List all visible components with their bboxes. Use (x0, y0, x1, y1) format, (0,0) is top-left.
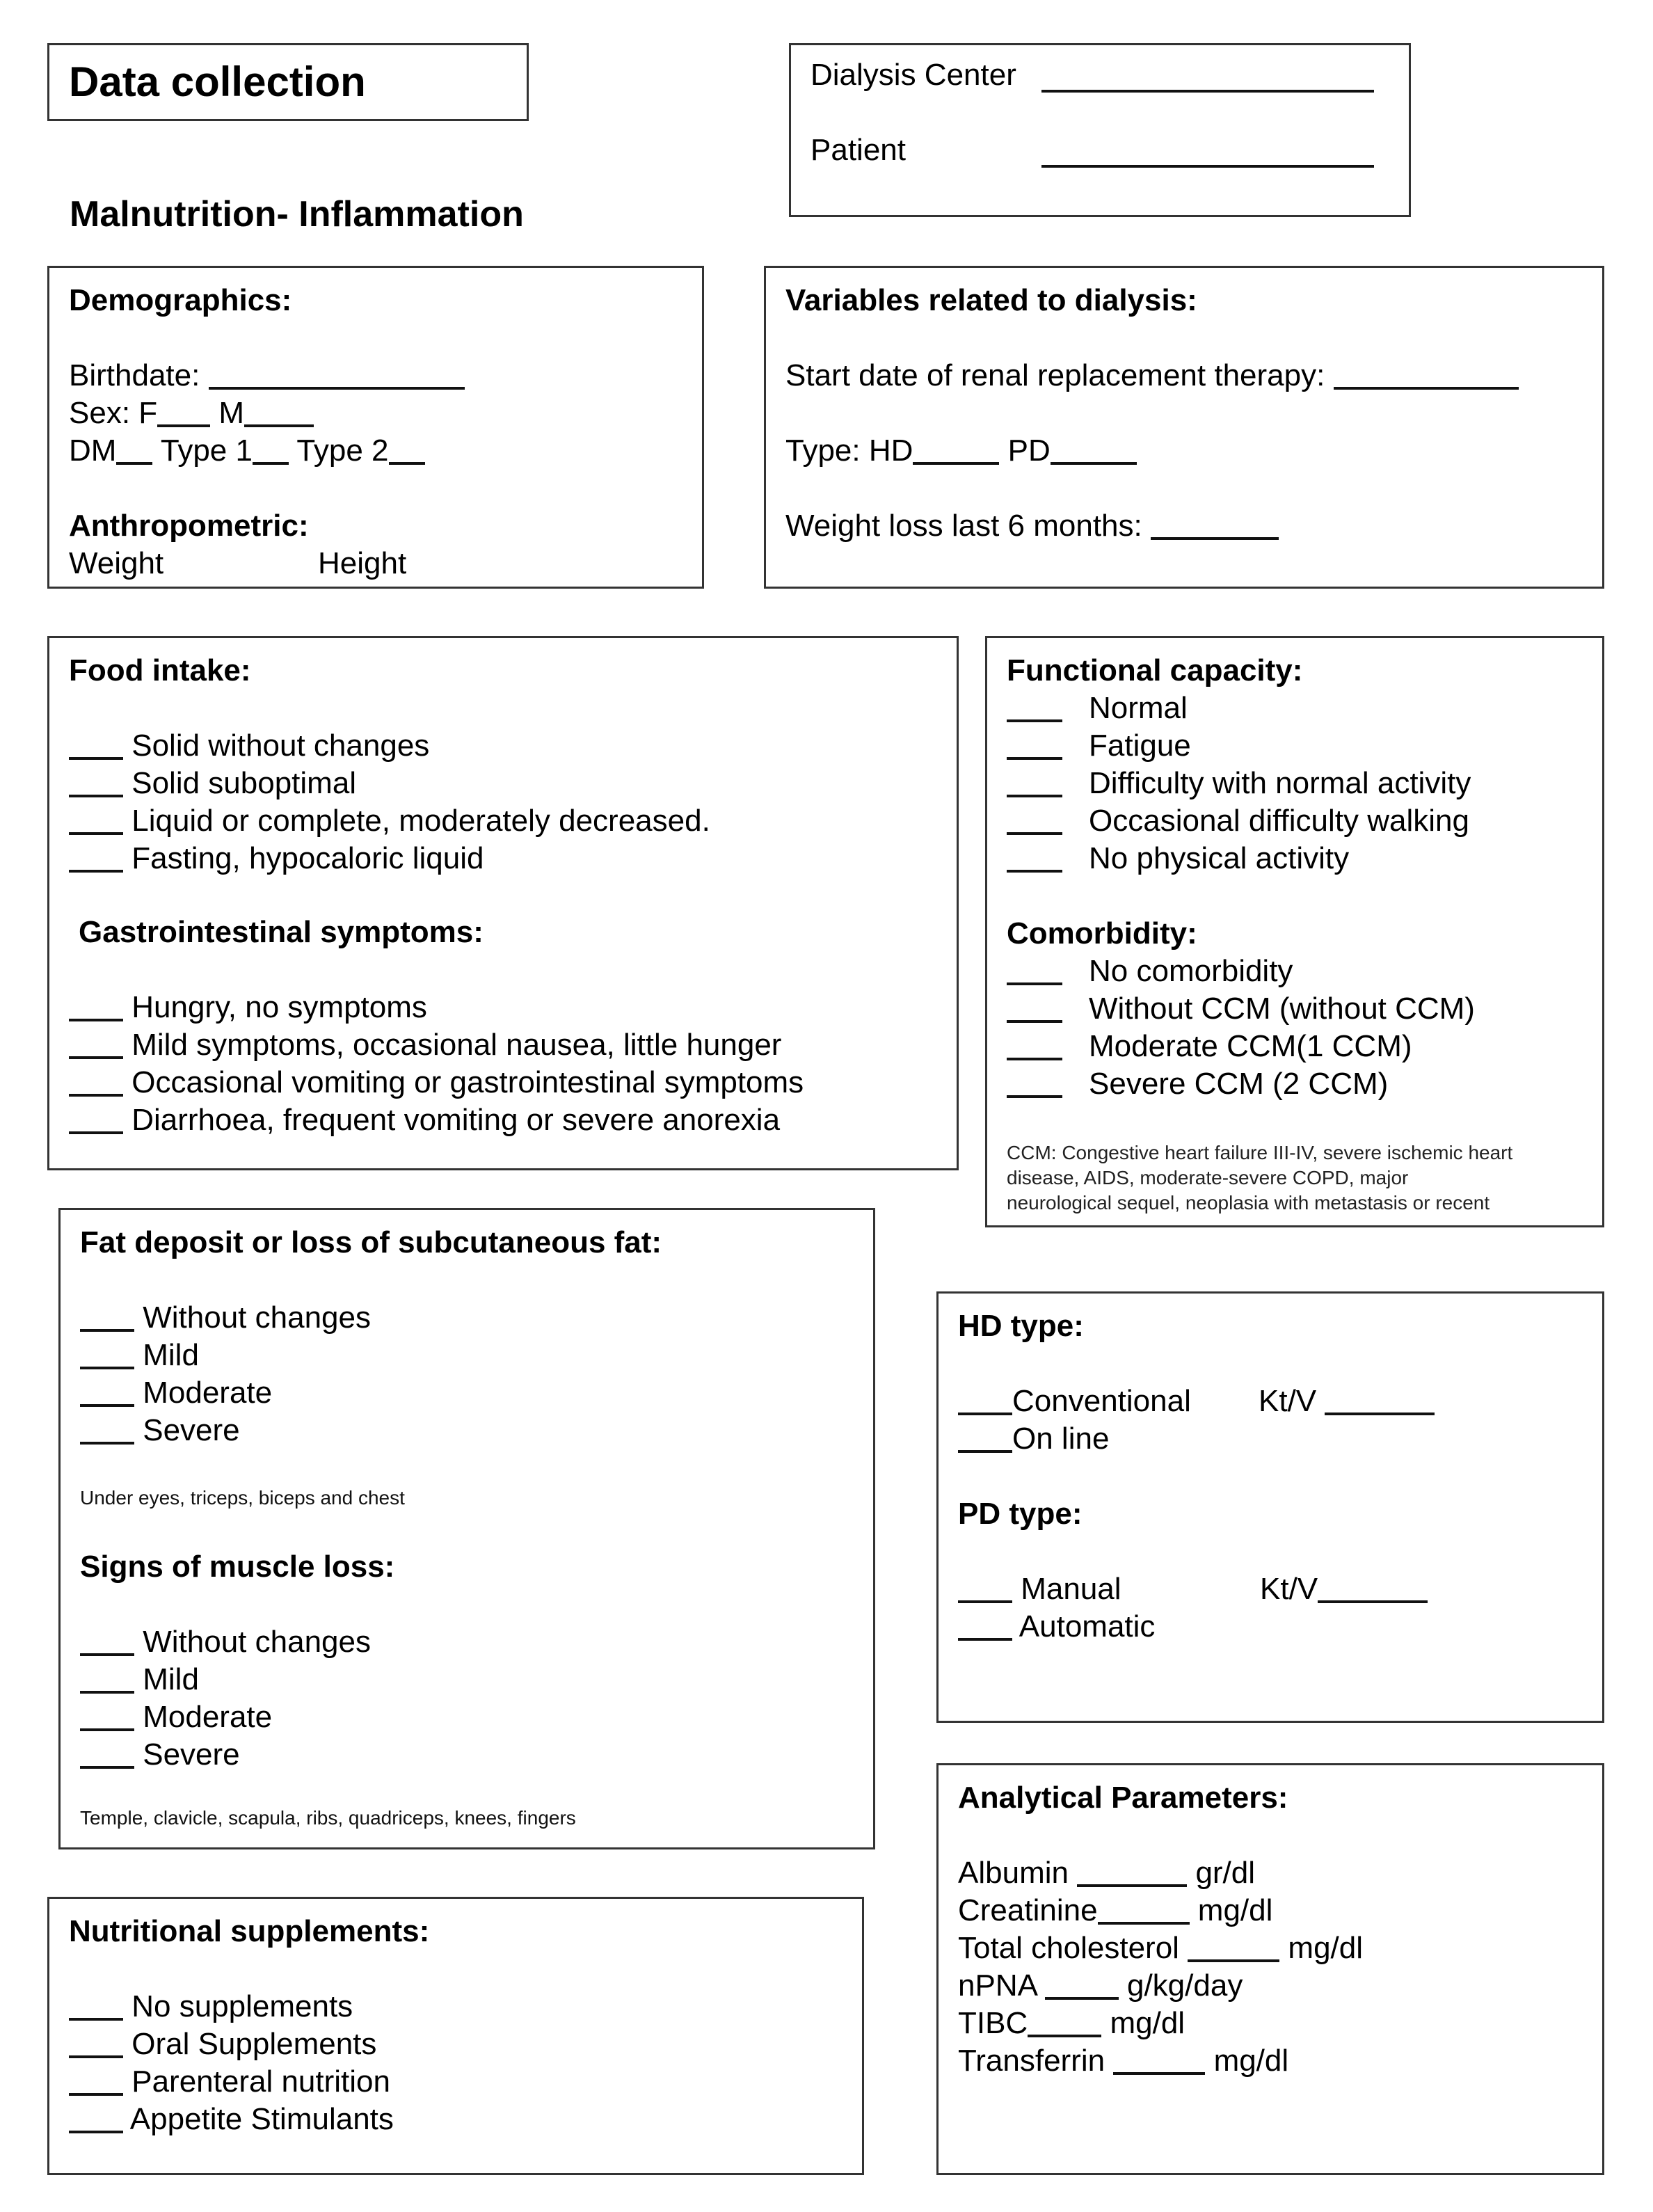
patient-label: Patient (810, 133, 906, 167)
start-date-label: Start date of renal replacement therapy: (785, 358, 1325, 392)
comorbidity-option[interactable]: No comorbidity (1007, 953, 1475, 990)
type1-input[interactable] (253, 434, 289, 465)
muscle-option-checkbox[interactable] (80, 1701, 134, 1731)
muscle-option[interactable]: Severe (80, 1736, 371, 1774)
birthdate-input[interactable] (209, 359, 465, 390)
type1-label: Type 1 (160, 433, 253, 468)
param-albumin: Albumin gr/dl (958, 1856, 1256, 1890)
start-date-input[interactable] (1334, 359, 1519, 390)
analytical-parameters-section (936, 1763, 1604, 2175)
comorbidity-option[interactable]: Severe CCM (2 CCM) (1007, 1065, 1475, 1103)
demographics-heading: Demographics: (69, 283, 292, 317)
dialysis-center-label: Dialysis Center (810, 58, 1016, 92)
functional-capacity-heading: Functional capacity: (1007, 653, 1303, 687)
height-label: Height (318, 546, 407, 580)
comorbidity-option[interactable]: Moderate CCM(1 CCM) (1007, 1028, 1475, 1065)
gi-symptoms-heading: Gastrointestinal symptoms: (79, 915, 484, 949)
fat-muscle-section (58, 1208, 875, 1849)
comorbidity-heading: Comorbidity: (1007, 916, 1197, 950)
food-intake-section (47, 636, 959, 1170)
functional-option-checkbox[interactable] (1007, 842, 1062, 873)
form-subtitle: Malnutrition- Inflammation (70, 194, 524, 234)
food-intake-heading: Food intake: (69, 653, 251, 687)
type-hd-label: Type: HD (785, 433, 913, 468)
muscle-option[interactable]: Mild (80, 1661, 371, 1698)
food-option-checkbox[interactable] (69, 767, 123, 797)
food-option[interactable]: Solid without changes (69, 727, 710, 765)
param-total-cholesterol: Total cholesterol mg/dl (958, 1931, 1364, 1965)
pd-ktv-label: Kt/V (1260, 1572, 1318, 1606)
muscle-option-checkbox[interactable] (80, 1625, 134, 1656)
food-option[interactable]: Solid suboptimal (69, 765, 710, 802)
hd-option[interactable]: Conventional (958, 1383, 1191, 1420)
functional-option[interactable]: Occasional difficulty walking (1007, 802, 1471, 840)
param-creatinine: Creatinine mg/dl (958, 1893, 1273, 1927)
dialysis-variables-heading: Variables related to dialysis: (785, 283, 1197, 317)
fat-option[interactable]: Moderate (80, 1374, 371, 1412)
functional-option-checkbox[interactable] (1007, 692, 1062, 722)
dialysis-center-field (810, 56, 1016, 94)
pd-option[interactable]: Automatic (958, 1608, 1155, 1646)
food-option-checkbox[interactable] (69, 729, 123, 760)
comorbidity-option-checkbox[interactable] (1007, 1067, 1062, 1098)
sex-m-input[interactable] (244, 397, 314, 427)
comorbidity-option-checkbox[interactable] (1007, 1030, 1062, 1060)
param-transferrin: Transferrin mg/dl (958, 2044, 1289, 2078)
hd-option-checkbox[interactable] (958, 1385, 1012, 1415)
weight-label: Weight (69, 546, 164, 580)
comorbidity-option-checkbox[interactable] (1007, 992, 1062, 1023)
sex-label: Sex: F (69, 396, 158, 430)
functional-option-checkbox[interactable] (1007, 767, 1062, 797)
demographics-section (47, 266, 704, 589)
comorbidity-option[interactable]: Without CCM (without CCM) (1007, 990, 1475, 1028)
fat-option-checkbox[interactable] (80, 1414, 134, 1445)
functional-option[interactable]: Fatigue (1007, 727, 1471, 765)
supplement-option[interactable]: Oral Supplements (69, 2026, 394, 2063)
param-tibc: TIBC mg/dl (958, 2006, 1185, 2040)
food-option[interactable]: Fasting, hypocaloric liquid (69, 840, 710, 877)
type-pd-input[interactable] (1051, 434, 1137, 465)
birthdate-label: Birthdate: (69, 358, 200, 392)
fat-option-checkbox[interactable] (80, 1376, 134, 1407)
supplement-option[interactable]: Appetite Stimulants (69, 2101, 394, 2138)
comorbidity-option-checkbox[interactable] (1007, 955, 1062, 985)
patient-input[interactable] (1041, 165, 1374, 168)
muscle-loss-note: Temple, clavicle, scapula, ribs, quadriceps, knees, fingers (80, 1807, 576, 1829)
food-option-checkbox[interactable] (69, 804, 123, 835)
dialysis-center-input[interactable] (1041, 90, 1374, 93)
gi-option[interactable]: Hungry, no symptoms (69, 989, 804, 1026)
functional-option[interactable]: No physical activity (1007, 840, 1471, 877)
fat-option[interactable]: Mild (80, 1337, 371, 1374)
type-hd-input[interactable] (913, 434, 999, 465)
total-cholesterol-input[interactable] (1188, 1932, 1279, 1962)
supplement-option-checkbox[interactable] (69, 1990, 123, 2021)
anthropometric-heading: Anthropometric: (69, 509, 309, 543)
pd-ktv-input[interactable] (1318, 1573, 1428, 1603)
pd-option-checkbox[interactable] (958, 1610, 1012, 1641)
muscle-option-checkbox[interactable] (80, 1738, 134, 1769)
functional-option[interactable]: Normal (1007, 690, 1471, 727)
fat-deposit-heading: Fat deposit or loss of subcutaneous fat: (80, 1225, 662, 1259)
fat-option-checkbox[interactable] (80, 1301, 134, 1332)
fat-option[interactable]: Severe (80, 1412, 371, 1449)
dialysis-variables-section (764, 266, 1604, 589)
title-box (47, 43, 529, 121)
hd-pd-type-section (936, 1291, 1604, 1723)
type-pd-label: PD (1007, 433, 1051, 468)
dm-input[interactable] (116, 434, 152, 465)
supplement-option[interactable]: Parenteral nutrition (69, 2063, 394, 2101)
weight-loss-label: Weight loss last 6 months: (785, 509, 1142, 543)
gi-option-checkbox[interactable] (69, 991, 123, 1021)
sex-f-input[interactable] (157, 397, 210, 427)
albumin-input[interactable] (1077, 1856, 1187, 1887)
page-title: Data collection (69, 58, 366, 105)
gi-option-checkbox[interactable] (69, 1028, 123, 1059)
hd-option-checkbox[interactable] (958, 1422, 1012, 1453)
supplements-heading: Nutritional supplements: (69, 1914, 430, 1948)
patient-id-box (789, 43, 1411, 217)
supplement-option-checkbox[interactable] (69, 2103, 123, 2133)
muscle-option[interactable]: Moderate (80, 1698, 371, 1736)
gi-option[interactable]: Occasional vomiting or gastrointestinal symptoms (69, 1064, 804, 1101)
hd-type-heading: HD type: (958, 1309, 1084, 1343)
ccm-note: CCM: Congestive heart failure III-IV, severe ischemic heart disease, AIDS, moderate-severe COPD, major neurological sequel, neoplasia with metastasis or recent (1007, 1142, 1513, 1214)
gi-option-checkbox[interactable] (69, 1104, 123, 1134)
supplement-option-checkbox[interactable] (69, 2065, 123, 2096)
pd-type-heading: PD type: (958, 1497, 1083, 1531)
pd-option[interactable]: Manual (958, 1570, 1155, 1608)
food-option-checkbox[interactable] (69, 842, 123, 873)
gi-option-checkbox[interactable] (69, 1066, 123, 1097)
param-npna: nPNA g/kg/day (958, 1968, 1243, 2003)
supplement-option[interactable]: No supplements (69, 1988, 394, 2026)
functional-option-checkbox[interactable] (1007, 729, 1062, 760)
dm-label: DM (69, 433, 117, 468)
creatinine-input[interactable] (1098, 1894, 1190, 1925)
fat-option-checkbox[interactable] (80, 1339, 134, 1369)
nutritional-supplements-section (47, 1897, 864, 2175)
npna-input[interactable] (1045, 1969, 1119, 2000)
gi-option[interactable]: Mild symptoms, occasional nausea, little hunger (69, 1026, 804, 1064)
fat-deposit-note: Under eyes, triceps, biceps and chest (80, 1487, 405, 1509)
type2-input[interactable] (389, 434, 425, 465)
muscle-option-checkbox[interactable] (80, 1663, 134, 1694)
functional-capacity-section (985, 636, 1604, 1227)
hd-option[interactable]: On line (958, 1420, 1191, 1458)
gi-option[interactable]: Diarrhoea, frequent vomiting or severe anorexia (69, 1101, 804, 1139)
fat-option[interactable]: Without changes (80, 1299, 371, 1337)
functional-option[interactable]: Difficulty with normal activity (1007, 765, 1471, 802)
pd-option-checkbox[interactable] (958, 1573, 1012, 1603)
type2-label: Type 2 (296, 433, 389, 468)
muscle-loss-heading: Signs of muscle loss: (80, 1550, 395, 1584)
muscle-option[interactable]: Without changes (80, 1623, 371, 1661)
weight-loss-input[interactable] (1151, 509, 1279, 540)
transferrin-input[interactable] (1113, 2044, 1205, 2075)
functional-option-checkbox[interactable] (1007, 804, 1062, 835)
analytical-heading: Analytical Parameters: (958, 1781, 1288, 1815)
supplement-option-checkbox[interactable] (69, 2028, 123, 2058)
tibc-input[interactable] (1028, 2007, 1101, 2037)
sex-m-label: M (218, 396, 245, 430)
hd-ktv-input[interactable] (1325, 1385, 1435, 1415)
food-option[interactable]: Liquid or complete, moderately decreased. (69, 802, 710, 840)
hd-ktv-label: Kt/V (1259, 1384, 1317, 1418)
